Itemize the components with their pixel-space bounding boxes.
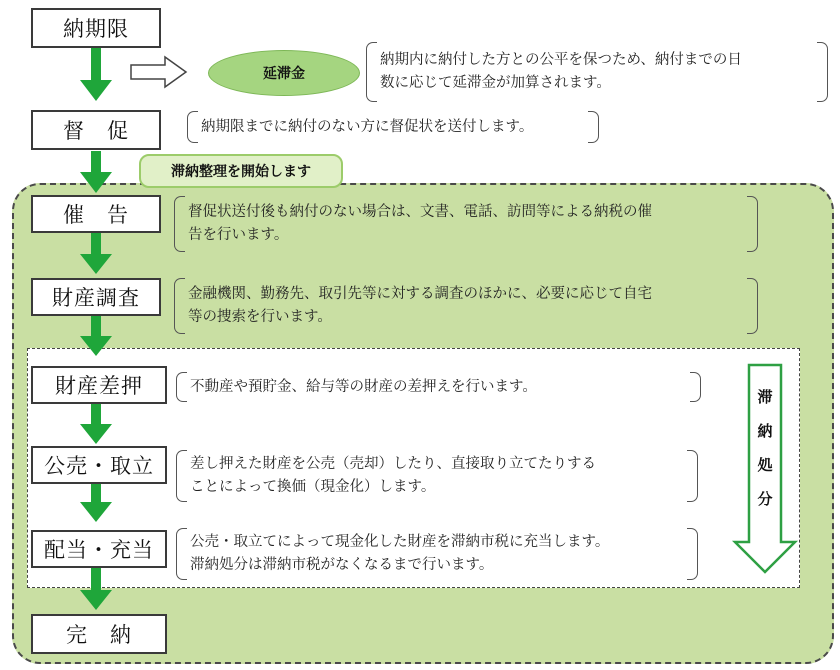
public-sale-desc-line2: ことによって換価（現金化）します。	[190, 479, 436, 495]
late-fee-description	[366, 42, 828, 102]
distribution-desc-line2: 滞納処分は滞納市税がなくなるまで行います。	[190, 557, 494, 573]
investigation-description	[174, 278, 758, 334]
down-arrow-5	[80, 403, 112, 444]
bracket-left	[174, 196, 185, 252]
tainou-char-2: 納	[757, 422, 773, 440]
public-sale-desc-line1: 差し押えた財産を公売（売却）したり、直接取り立てたりする	[190, 456, 596, 472]
tainou-char-1: 滞	[757, 388, 773, 406]
tainou-char-3: 処	[757, 456, 773, 474]
demand-notice-description	[187, 111, 599, 143]
step-public-sale-collection: 公売・取立	[31, 446, 167, 484]
down-arrow-2	[80, 151, 112, 193]
down-arrow-1	[80, 47, 112, 101]
bracket-right	[687, 450, 698, 502]
investigation-desc-line1: 金融機関、勤務先、取引先等に対する調査のほかに、必要に応じて自宅	[188, 286, 652, 302]
step-full-payment: 完 納	[31, 614, 167, 654]
step-asset-investigation: 財産調査	[31, 278, 161, 316]
bracket-right	[817, 42, 828, 102]
bracket-right	[747, 196, 758, 252]
reminder-description	[174, 196, 758, 252]
reminder-desc-line2: 告を行います。	[188, 227, 289, 243]
tainou-shobun-label	[749, 380, 781, 530]
bracket-left	[366, 42, 377, 102]
step-reminder: 催 告	[31, 195, 161, 233]
tainou-char-4: 分	[757, 490, 773, 508]
seizure-desc-text: 不動産や預貯金、給与等の財産の差押えを行います。	[190, 378, 537, 395]
step-distribution-allocation: 配当・充当	[31, 530, 167, 568]
bracket-left	[176, 372, 187, 402]
step-demand-notice: 督 促	[31, 110, 161, 150]
down-arrow-3	[80, 232, 112, 274]
start-processing-label: 滞納整理を開始します	[139, 154, 343, 188]
bracket-right	[687, 528, 698, 580]
late-fee-desc-line2: 数に応じて延滞金が加算されます。	[380, 75, 611, 91]
bracket-right	[690, 372, 701, 402]
distribution-description	[176, 528, 698, 580]
late-fee-desc-line1: 納期内に納付した方との公平を保つため、納付までの日	[380, 52, 742, 68]
investigation-desc-line2: 等の捜索を行います。	[188, 309, 332, 325]
down-arrow-4	[80, 316, 112, 356]
public-sale-description	[176, 450, 698, 502]
bracket-right	[588, 111, 599, 143]
bracket-left	[187, 111, 198, 143]
bracket-right	[747, 278, 758, 334]
bracket-left	[176, 450, 187, 502]
demand-notice-desc-text: 納期限までに納付のない方に督促状を送付します。	[201, 118, 534, 135]
distribution-desc-line1: 公売・取立てによって現金化した財産を滞納市税に充当します。	[190, 534, 610, 550]
down-arrow-7	[80, 567, 112, 610]
reminder-desc-line1: 督促状送付後も納付のない場合は、文書、電話、訪問等による納税の催	[188, 204, 652, 220]
step-asset-seizure: 財産差押	[31, 366, 167, 404]
right-outline-arrow	[131, 57, 186, 87]
seizure-description	[176, 372, 701, 402]
bracket-left	[174, 278, 185, 334]
step-payment-deadline: 納期限	[31, 8, 161, 48]
late-fee-oval: 延滞金	[208, 50, 360, 96]
down-arrow-6	[80, 483, 112, 522]
bracket-left	[176, 528, 187, 580]
